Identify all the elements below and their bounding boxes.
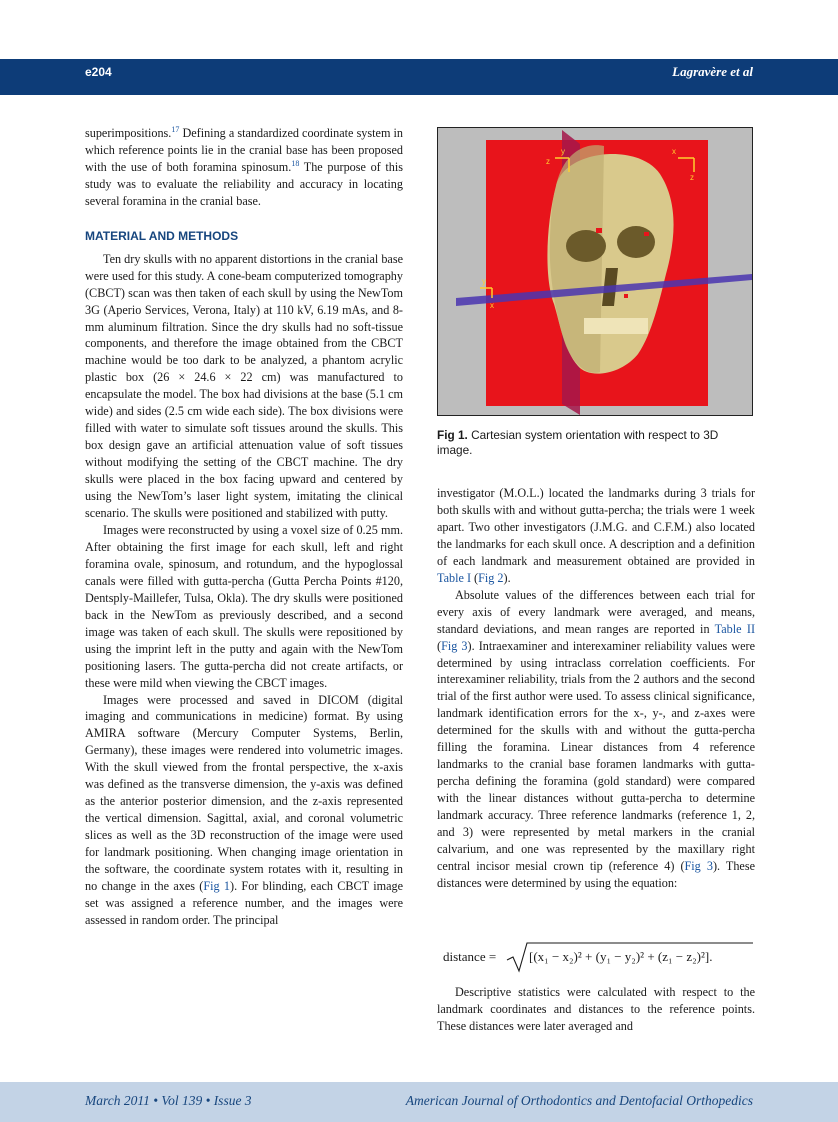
table2-link[interactable]: Table II (714, 621, 755, 636)
investigator-text-c: ). (503, 570, 511, 585)
running-author: Lagravère et al (672, 64, 753, 79)
investigator-text-b: ( (471, 570, 479, 585)
absolute-text-a: Absolute values of the differences between each trial for every axis of every landmark were averaged, and means, standard deviations, and mean ranges are reported in (437, 587, 755, 636)
paragraph-investigator (437, 485, 755, 587)
footer-issue: March 2011 • Vol 139 • Issue 3 (85, 1093, 252, 1108)
paragraph-dicom (85, 692, 403, 929)
figure-1 (437, 127, 753, 416)
intro-text-1: superimpositions. (85, 126, 172, 140)
paragraph-voxel: Images were reconstructed by using a voxel size of 0.25 mm. After obtaining the first image for each skull, left and right foramina ovale, spinosum, and rotundum, and the hypoglossal canals were filled with gutta-percha (Gutta Percha Points #120, Dentsply-Maillefer, Tulsa, Okla). The dry skulls were positioned back in the NewTom as previously described, and a second image was taken of each skull. The skulls were repositioned by using the imprint left in the putty and again with the NewTom positioning lasers. The gutta-percha did not create artifacts, or these were mild when viewing the CBCT images. (85, 522, 403, 690)
absolute-text-b: ( (437, 638, 442, 653)
fig1-link[interactable]: Fig 1 (203, 878, 231, 893)
figure-1-image (438, 128, 752, 415)
marker-1 (596, 228, 602, 233)
absolute-text-d: ). These distances were determined by using the equation: (437, 858, 755, 890)
left-orbit (566, 230, 606, 262)
caption-text: Cartesian system orientation with respect to 3D image. (437, 428, 719, 457)
distance-equation (437, 940, 755, 974)
axis-label-x-left: x (490, 301, 494, 310)
right-column-bottom (437, 984, 755, 1035)
section-heading: MATERIAL AND METHODS (85, 228, 239, 243)
paragraph-absolute-values (437, 587, 755, 892)
caption-label: Fig 1. (437, 428, 468, 442)
investigator-text-a: investigator (M.O.L.) located the landmarks during 3 trials for both skulls with and without gutta-percha; the trials were 1 week apart. Two other investigators (J.M.G. and C.F.M.) also located the landmarks for each skull once. A description and a definition of each landmark and measurement obtained are provided in (437, 486, 755, 568)
dicom-text-b: ). For blinding, each CBCT image set was assigned a reference number, and the images were assessed in random order. The principal (85, 878, 403, 927)
equation-rhs: [(x₁ − x₂)² + (y₁ − y₂)² + (z₁ − z₂)²]. (529, 949, 713, 964)
fig3-link[interactable]: Fig 3 (441, 638, 468, 653)
absolute-text-c: ). Intraexaminer and interexaminer reliability values were determined by using intraclass correlation coefficients. For interexaminer reliability, trials from the 2 authors and the second trial of the first author were used. To assess clinical significance, landmark identification errors for the x-, y-, and z-axes were determined for the skulls with and without the gutta-percha filling the foramina. Linear distances from 4 reference landmarks to the cranial base foramen landmarks with gutta-percha defining the foramina (gold standard) were compared with the linear distances without gutta-percha to determine landmark accuracy. Three reference landmarks (reference 1, 2, and 3) were represented by metal markers in the cranial calvarium, and one was represented by the maxillary right central incisor mesial crown tip (reference 4) ( (437, 638, 755, 873)
left-column (85, 125, 403, 929)
equation-lhs: distance = (443, 949, 497, 964)
paragraph-descriptive: Descriptive statistics were calculated with respect to the landmark coordinates and distances to the reference points. These distances were later averaged and (437, 985, 755, 1033)
marker-3 (624, 294, 628, 298)
table1-link[interactable]: Table I (437, 570, 471, 585)
dicom-text-a: Images were processed and saved in DICOM (digital imaging and communications in medicine) format. By using AMIRA software (Mercury Computer Systems, Berlin, Germany), these images were rendered into volumetric images. With the skull viewed from the frontal perspective, the x-axis was defined as the transverse dimension, the y-axis was defined as the anterior posterior dimension, and the z-axis represented the vertical dimension. Sagittal, axial, and coronal volumetric slices as well as the 3D reconstruction of the image were used for landmark positioning. When changing image orientation in the software, the coordinate system rotates with it, resulting in no change in the axes ( (85, 692, 403, 893)
marker-2 (644, 232, 649, 236)
reference-17[interactable]: 17 (171, 124, 180, 134)
fig2-link[interactable]: Fig 2 (478, 570, 504, 585)
axis-label-x-right: x (672, 147, 676, 156)
reference-18[interactable]: 18 (291, 158, 300, 168)
axis-label-z-top: z (546, 157, 550, 166)
intro-paragraph (85, 125, 403, 210)
paragraph-skulls: Ten dry skulls with no apparent distortions in the cranial base were used for this study. A cone-beam computerized tomography (CBCT) scan was then taken of each skull by using the NewTom 3G (Aperio Services, Verona, Italy) at 110 kV, 6.19 mAs, and 8-mm aluminum filtration. Since the dry skulls had no soft-tissue components, and therefore the image obtained from the CBCT machine would be too dark to be analyzed, a phantom acrylic plastic box (26 × 24.6 × 22 cm) was manufactured to encapsulate the model. The box had divisions at the base (5.1 cm wide) and sides (2.5 cm wide each side). The box divisions were filled with water to simulate soft tissues around the skulls. This box design gave an artificial attenuation value of soft tissues without modifying the setting of the CBCT machine. The dry skulls were placed in the box facing upward and centered by using the NewTom’s laser light system, imitating the clinical scenario. The skulls were positioned and stabilized with putty. (85, 251, 403, 521)
axis-label-y-top: y (561, 147, 565, 156)
footer-journal: American Journal of Orthodontics and Dentofacial Orthopedics (405, 1093, 753, 1108)
right-column (437, 485, 755, 892)
teeth (584, 318, 648, 334)
axis-label-y-left: y (482, 277, 486, 286)
axis-label-z-right: z (690, 173, 694, 182)
page-number: e204 (85, 65, 112, 79)
intro-text-2: Defining a standardized coordinate system in which reference points lie in the cranial base has been proposed with the use of both foramina spinosum. (85, 126, 403, 174)
fig3-link-2[interactable]: Fig 3 (684, 858, 713, 873)
right-orbit (617, 226, 655, 258)
figure-caption (437, 428, 755, 458)
intro-text-3: The purpose of this study was to evaluate the reliability and accuracy in locating several foramina in the cranial base. (85, 159, 403, 208)
